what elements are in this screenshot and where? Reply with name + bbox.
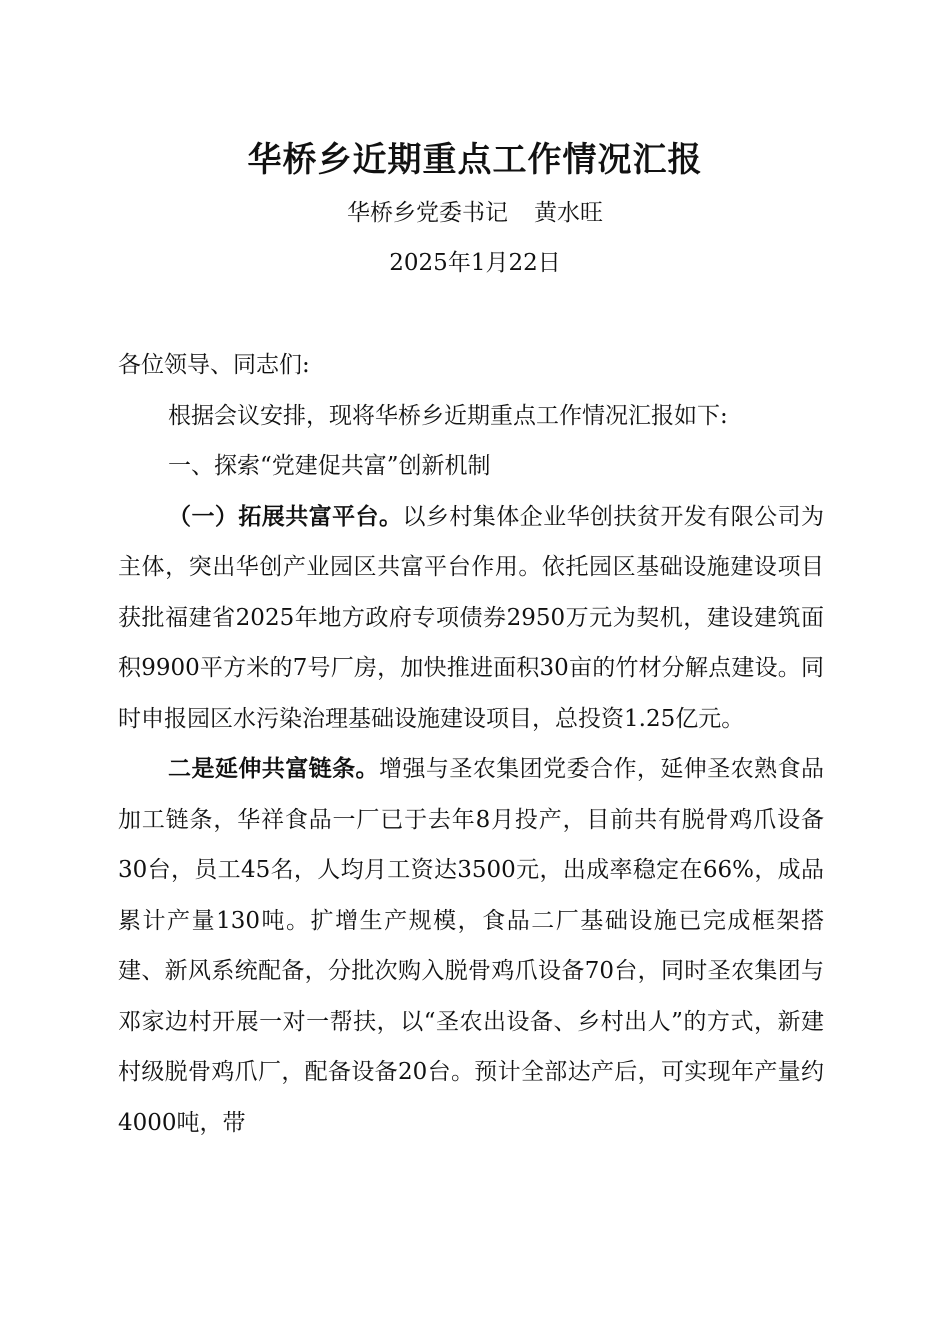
paragraph-chain-text: 增强与圣农集团党委合作，延伸圣农熟食品加工链条，华祥食品一厂已于去年8月投产，目前共有脱骨鸡爪设备30台，员工45名，人均月工资达3500元，出成率稳定在66%，成品累计产量130吨。扩增生产规模，食品二厂基础设施已完成框架搭建、新风系统配备，分批次购入脱骨鸡爪设备70台，同时圣农集团与邓家边村开展一对一帮扶，以“圣农出设备、乡村出人”的方式，新建村级脱骨鸡爪厂，配备设备20台。预计全部达产后，可实现年产量约4000吨，带	[118, 756, 824, 1136]
author-line	[0, 193, 950, 233]
paragraph-platform-lead: （一）拓展共富平台。	[168, 502, 403, 530]
paragraph-chain	[118, 744, 824, 1148]
document-date: 2025年1月22日	[389, 250, 561, 276]
author-title: 华桥乡党委书记	[347, 200, 508, 226]
document-body	[118, 340, 824, 1148]
paragraph-platform	[118, 492, 824, 745]
intro-paragraph: 根据会议安排，现将华桥乡近期重点工作情况汇报如下:	[168, 402, 728, 429]
paragraph-platform-text: 以乡村集体企业华创扶贫开发有限公司为主体，突出华创产业园区共富平台作用。依托园区基础设施建设项目获批福建省2025年地方政府专项债券2950万元为契机，建设建筑面积9900平方米的7号厂房，加快推进面积30亩的竹材分解点建设。同时申报园区水污染治理基础设施建设项目，总投资1.25亿元。	[118, 503, 825, 732]
salutation: 各位领导、同志们:	[118, 352, 310, 378]
author-name: 黄水旺	[534, 200, 603, 226]
document-title: 华桥乡近期重点工作情况汇报	[247, 140, 703, 180]
paragraph-chain-lead: 二是延伸共富链条。	[168, 755, 379, 782]
section-heading: 一、探索“党建促共富”创新机制	[168, 453, 491, 479]
